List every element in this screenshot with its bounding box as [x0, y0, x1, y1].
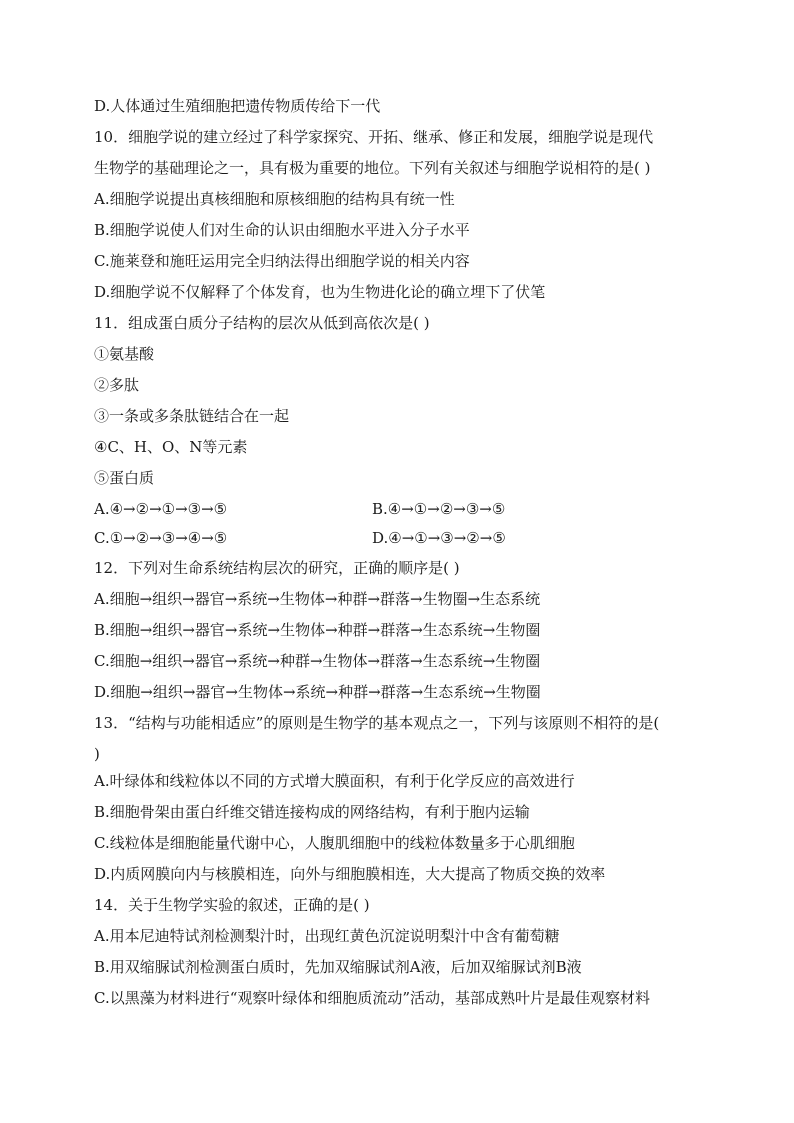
- q10-stem-line1: 10．细胞学说的建立经过了科学家探究、开拓、继承、修正和发展，细胞学说是现代: [94, 128, 654, 146]
- q13-option-b: B.细胞骨架由蛋白纤维交错连接构成的网络结构，有利于胞内运输: [94, 803, 530, 821]
- q14-option-c: C.以黑藻为材料进行“观察叶绿体和细胞质流动”活动，基部成熟叶片是最佳观察材料: [94, 989, 651, 1007]
- q10-option-a: A.细胞学说提出真核细胞和原核细胞的结构具有统一性: [94, 190, 455, 208]
- q14-stem: 14．关于生物学实验的叙述，正确的是( ): [94, 896, 370, 914]
- q11-option-b: B.④→①→②→③→⑤: [372, 500, 506, 518]
- q11-options-row1: [94, 499, 714, 519]
- q9-option-d: D.人体通过生殖细胞把遗传物质传给下一代: [94, 97, 381, 115]
- q10-option-b: B.细胞学说使人们对生命的认识由细胞水平进入分子水平: [94, 221, 470, 239]
- q11-options-row2: [94, 528, 714, 548]
- q10-option-d: D.细胞学说不仅解释了个体发育，也为生物进化论的确立埋下了伏笔: [94, 283, 546, 301]
- q12-option-a: A.细胞→组织→器官→系统→生物体→种群→群落→生物圈→生态系统: [94, 590, 541, 608]
- q11-item-3: ③一条或多条肽链结合在一起: [94, 407, 290, 425]
- q13-option-d: D.内质网膜向内与核膜相连，向外与细胞膜相连，大大提高了物质交换的效率: [94, 865, 606, 883]
- q11-stem: 11．组成蛋白质分子结构的层次从低到高依次是( ): [94, 314, 430, 332]
- q11-option-c: C.①→②→③→④→⑤: [94, 529, 228, 547]
- q13-stem-line1: 13．“结构与功能相适应”的原则是生物学的基本观点之一，下列与该原则不相符的是(: [94, 714, 660, 732]
- q12-option-d: D.细胞→组织→器官→生物体→系统→种群→群落→生态系统→生物圈: [94, 683, 541, 701]
- q13-stem-line2: ): [94, 745, 100, 763]
- q14-option-a: A.用本尼迪特试剂检测梨汁时，出现红黄色沉淀说明梨汁中含有葡萄糖: [94, 927, 560, 945]
- q11-item-5: ⑤蛋白质: [94, 469, 155, 487]
- q11-option-a: A.④→②→①→③→⑤: [94, 500, 228, 518]
- q12-stem: 12．下列对生命系统结构层次的研究，正确的顺序是( ): [94, 559, 460, 577]
- q11-option-d: D.④→①→③→②→⑤: [372, 529, 506, 547]
- q11-item-4: ④C、H、O、N等元素: [94, 438, 248, 456]
- q12-option-b: B.细胞→组织→器官→系统→生物体→种群→群落→生态系统→生物圈: [94, 621, 541, 639]
- q10-stem-line2: 生物学的基础理论之一，具有极为重要的地位。下列有关叙述与细胞学说相符的是( ): [94, 159, 651, 177]
- q13-option-c: C.线粒体是细胞能量代谢中心，人腹肌细胞中的线粒体数量多于心肌细胞: [94, 834, 575, 852]
- q14-option-b: B.用双缩脲试剂检测蛋白质时，先加双缩脲试剂A液，后加双缩脲试剂B液: [94, 958, 582, 976]
- q13-option-a: A.叶绿体和线粒体以不同的方式增大膜面积，有利于化学反应的高效进行: [94, 772, 575, 790]
- q11-item-2: ②多肽: [94, 376, 140, 394]
- q10-option-c: C.施莱登和施旺运用完全归纳法得出细胞学说的相关内容: [94, 252, 470, 270]
- q12-option-c: C.细胞→组织→器官→系统→种群→生物体→群落→生态系统→生物圈: [94, 652, 541, 670]
- q11-item-1: ①氨基酸: [94, 345, 155, 363]
